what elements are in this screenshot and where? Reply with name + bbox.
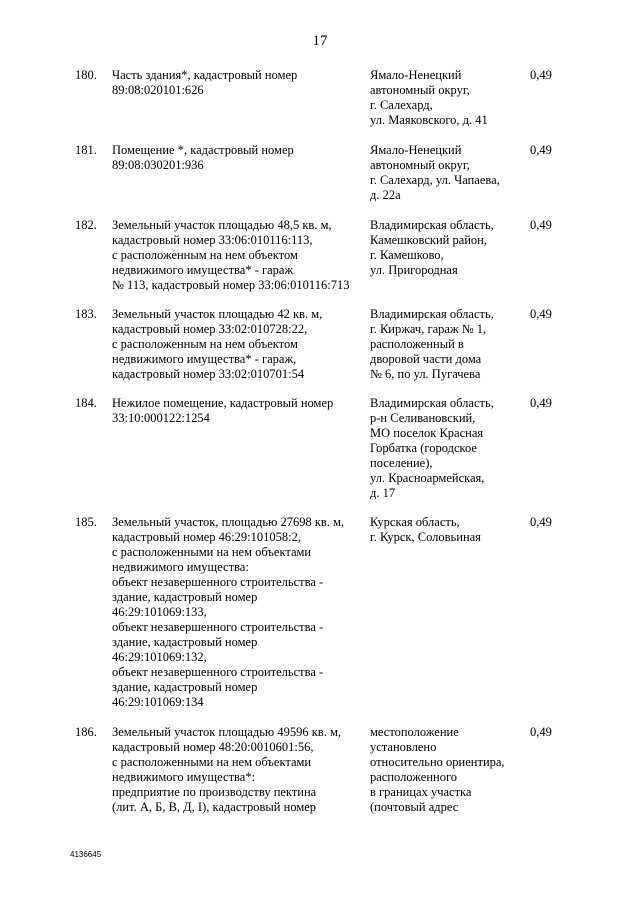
location-line: относительно ориентира, <box>370 755 505 769</box>
location-line: г. Салехард, ул. Чапаева, <box>370 173 500 187</box>
entry-description <box>112 307 362 382</box>
entry-location <box>370 396 520 501</box>
location-line: расположенного <box>370 770 458 784</box>
entry-share: 0,49 <box>530 396 552 410</box>
description-line: кадастровый номер 33:06:010116:113, <box>112 233 313 247</box>
location-line: Горбатка (городское <box>370 441 477 455</box>
entry-location <box>370 725 520 815</box>
description-line: 46:29:101069:132, <box>112 650 207 664</box>
location-line: д. 17 <box>370 486 396 500</box>
list-item <box>0 396 640 515</box>
entry-number: 185. <box>75 515 97 529</box>
description-line: Нежилое помещение, кадастровый номер <box>112 396 334 410</box>
entry-location <box>370 218 520 278</box>
location-line: Курская область, <box>370 515 460 529</box>
location-line: поселение), <box>370 456 433 470</box>
description-line: Земельный участок площадью 42 кв. м, <box>112 307 323 321</box>
description-line: 89:08:020101:626 <box>112 83 204 97</box>
document-code: 4136645 <box>70 850 102 859</box>
entry-share: 0,49 <box>530 725 552 739</box>
entry-description <box>112 218 362 293</box>
description-line: недвижимого имущества* - гараж, <box>112 352 297 366</box>
list-item <box>0 218 640 307</box>
location-line: Владимирская область, <box>370 307 494 321</box>
entry-share: 0,49 <box>530 515 552 529</box>
description-line: с расположенными на нем объектами <box>112 545 312 559</box>
description-line: (лит. А, Б, В, Д, I), кадастровый номер <box>112 800 317 814</box>
entry-description <box>112 725 362 815</box>
entry-location <box>370 515 520 545</box>
location-line: МО поселок Красная <box>370 426 484 440</box>
list-item <box>0 68 640 143</box>
location-line: Владимирская область, <box>370 396 494 410</box>
entry-share: 0,49 <box>530 143 552 157</box>
description-line: недвижимого имущества: <box>112 560 249 574</box>
entry-number: 182. <box>75 218 97 232</box>
entry-location <box>370 307 520 382</box>
location-line: г. Салехард, <box>370 98 433 112</box>
description-line: Помещение *, кадастровый номер <box>112 143 294 157</box>
entry-share: 0,49 <box>530 307 552 321</box>
location-line: № 6, по ул. Пугачева <box>370 367 481 381</box>
list-item <box>0 307 640 396</box>
entry-number: 183. <box>75 307 97 321</box>
location-line: Владимирская область, <box>370 218 494 232</box>
description-line: 46:29:101069:133, <box>112 605 207 619</box>
location-line: автономный округ, <box>370 83 470 97</box>
location-line: установлено <box>370 740 437 754</box>
description-line: объект незавершенного строительства - <box>112 665 324 679</box>
description-line: 89:08:030201:936 <box>112 158 204 172</box>
description-line: объект незавершенного строительства - <box>112 575 324 589</box>
list-item <box>0 725 640 845</box>
location-line: (почтовый адрес <box>370 800 459 814</box>
description-line: предприятие по производству пектина <box>112 785 317 799</box>
location-line: расположенный в <box>370 337 464 351</box>
entry-number: 180. <box>75 68 97 82</box>
entry-location <box>370 143 520 203</box>
description-line: здание, кадастровый номер <box>112 635 258 649</box>
description-line: кадастровый номер 33:02:010728:22, <box>112 322 308 336</box>
location-line: р-н Селивановский, <box>370 411 476 425</box>
page-number: 17 <box>312 33 328 49</box>
description-line: с расположенными на нем объектами <box>112 755 312 769</box>
location-line: Ямало-Ненецкий <box>370 143 462 157</box>
location-line: ул. Пригородная <box>370 263 458 277</box>
description-line: 33:10:000122:1254 <box>112 411 210 425</box>
location-line: г. Камешково, <box>370 248 444 262</box>
description-line: здание, кадастровый номер <box>112 680 258 694</box>
entry-number: 184. <box>75 396 97 410</box>
location-line: ул. Красноармейская, <box>370 471 485 485</box>
entry-share: 0,49 <box>530 68 552 82</box>
description-line: с расположенным на нем объектом <box>112 248 298 262</box>
list-item <box>0 143 640 218</box>
entry-share: 0,49 <box>530 218 552 232</box>
list-item <box>0 515 640 725</box>
description-line: недвижимого имущества*: <box>112 770 256 784</box>
entry-description <box>112 143 362 173</box>
location-line: Ямало-Ненецкий <box>370 68 462 82</box>
entries-list <box>0 68 640 845</box>
description-line: Земельный участок площадью 48,5 кв. м, <box>112 218 332 232</box>
description-line: Часть здания*, кадастровый номер <box>112 68 298 82</box>
description-line: кадастровый номер 48:20:0010601:56, <box>112 740 314 754</box>
entry-location <box>370 68 520 128</box>
location-line: ул. Маяковского, д. 41 <box>370 113 488 127</box>
description-line: кадастровый номер 33:02:010701:54 <box>112 367 305 381</box>
location-line: г. Киржач, гараж № 1, <box>370 322 487 336</box>
description-line: недвижимого имущества* - гараж <box>112 263 294 277</box>
description-line: здание, кадастровый номер <box>112 590 258 604</box>
entry-number: 181. <box>75 143 97 157</box>
description-line: Земельный участок площадью 49596 кв. м, <box>112 725 341 739</box>
description-line: кадастровый номер 46:29:101058:2, <box>112 530 301 544</box>
description-line: объект незавершенного строительства - <box>112 620 324 634</box>
entry-description <box>112 515 362 710</box>
location-line: д. 22а <box>370 188 401 202</box>
location-line: автономный округ, <box>370 158 470 172</box>
entry-description <box>112 68 362 98</box>
location-line: в границах участка <box>370 785 472 799</box>
location-line: местоположение <box>370 725 459 739</box>
description-line: 46:29:101069:134 <box>112 695 204 709</box>
entry-number: 186. <box>75 725 97 739</box>
location-line: г. Курск, Соловьиная <box>370 530 481 544</box>
description-line: Земельный участок, площадью 27698 кв. м, <box>112 515 345 529</box>
description-line: с расположенным на нем объектом <box>112 337 298 351</box>
location-line: дворовой части дома <box>370 352 482 366</box>
location-line: Камешковский район, <box>370 233 487 247</box>
description-line: № 113, кадастровый номер 33:06:010116:713 <box>112 278 350 292</box>
entry-description <box>112 396 362 426</box>
